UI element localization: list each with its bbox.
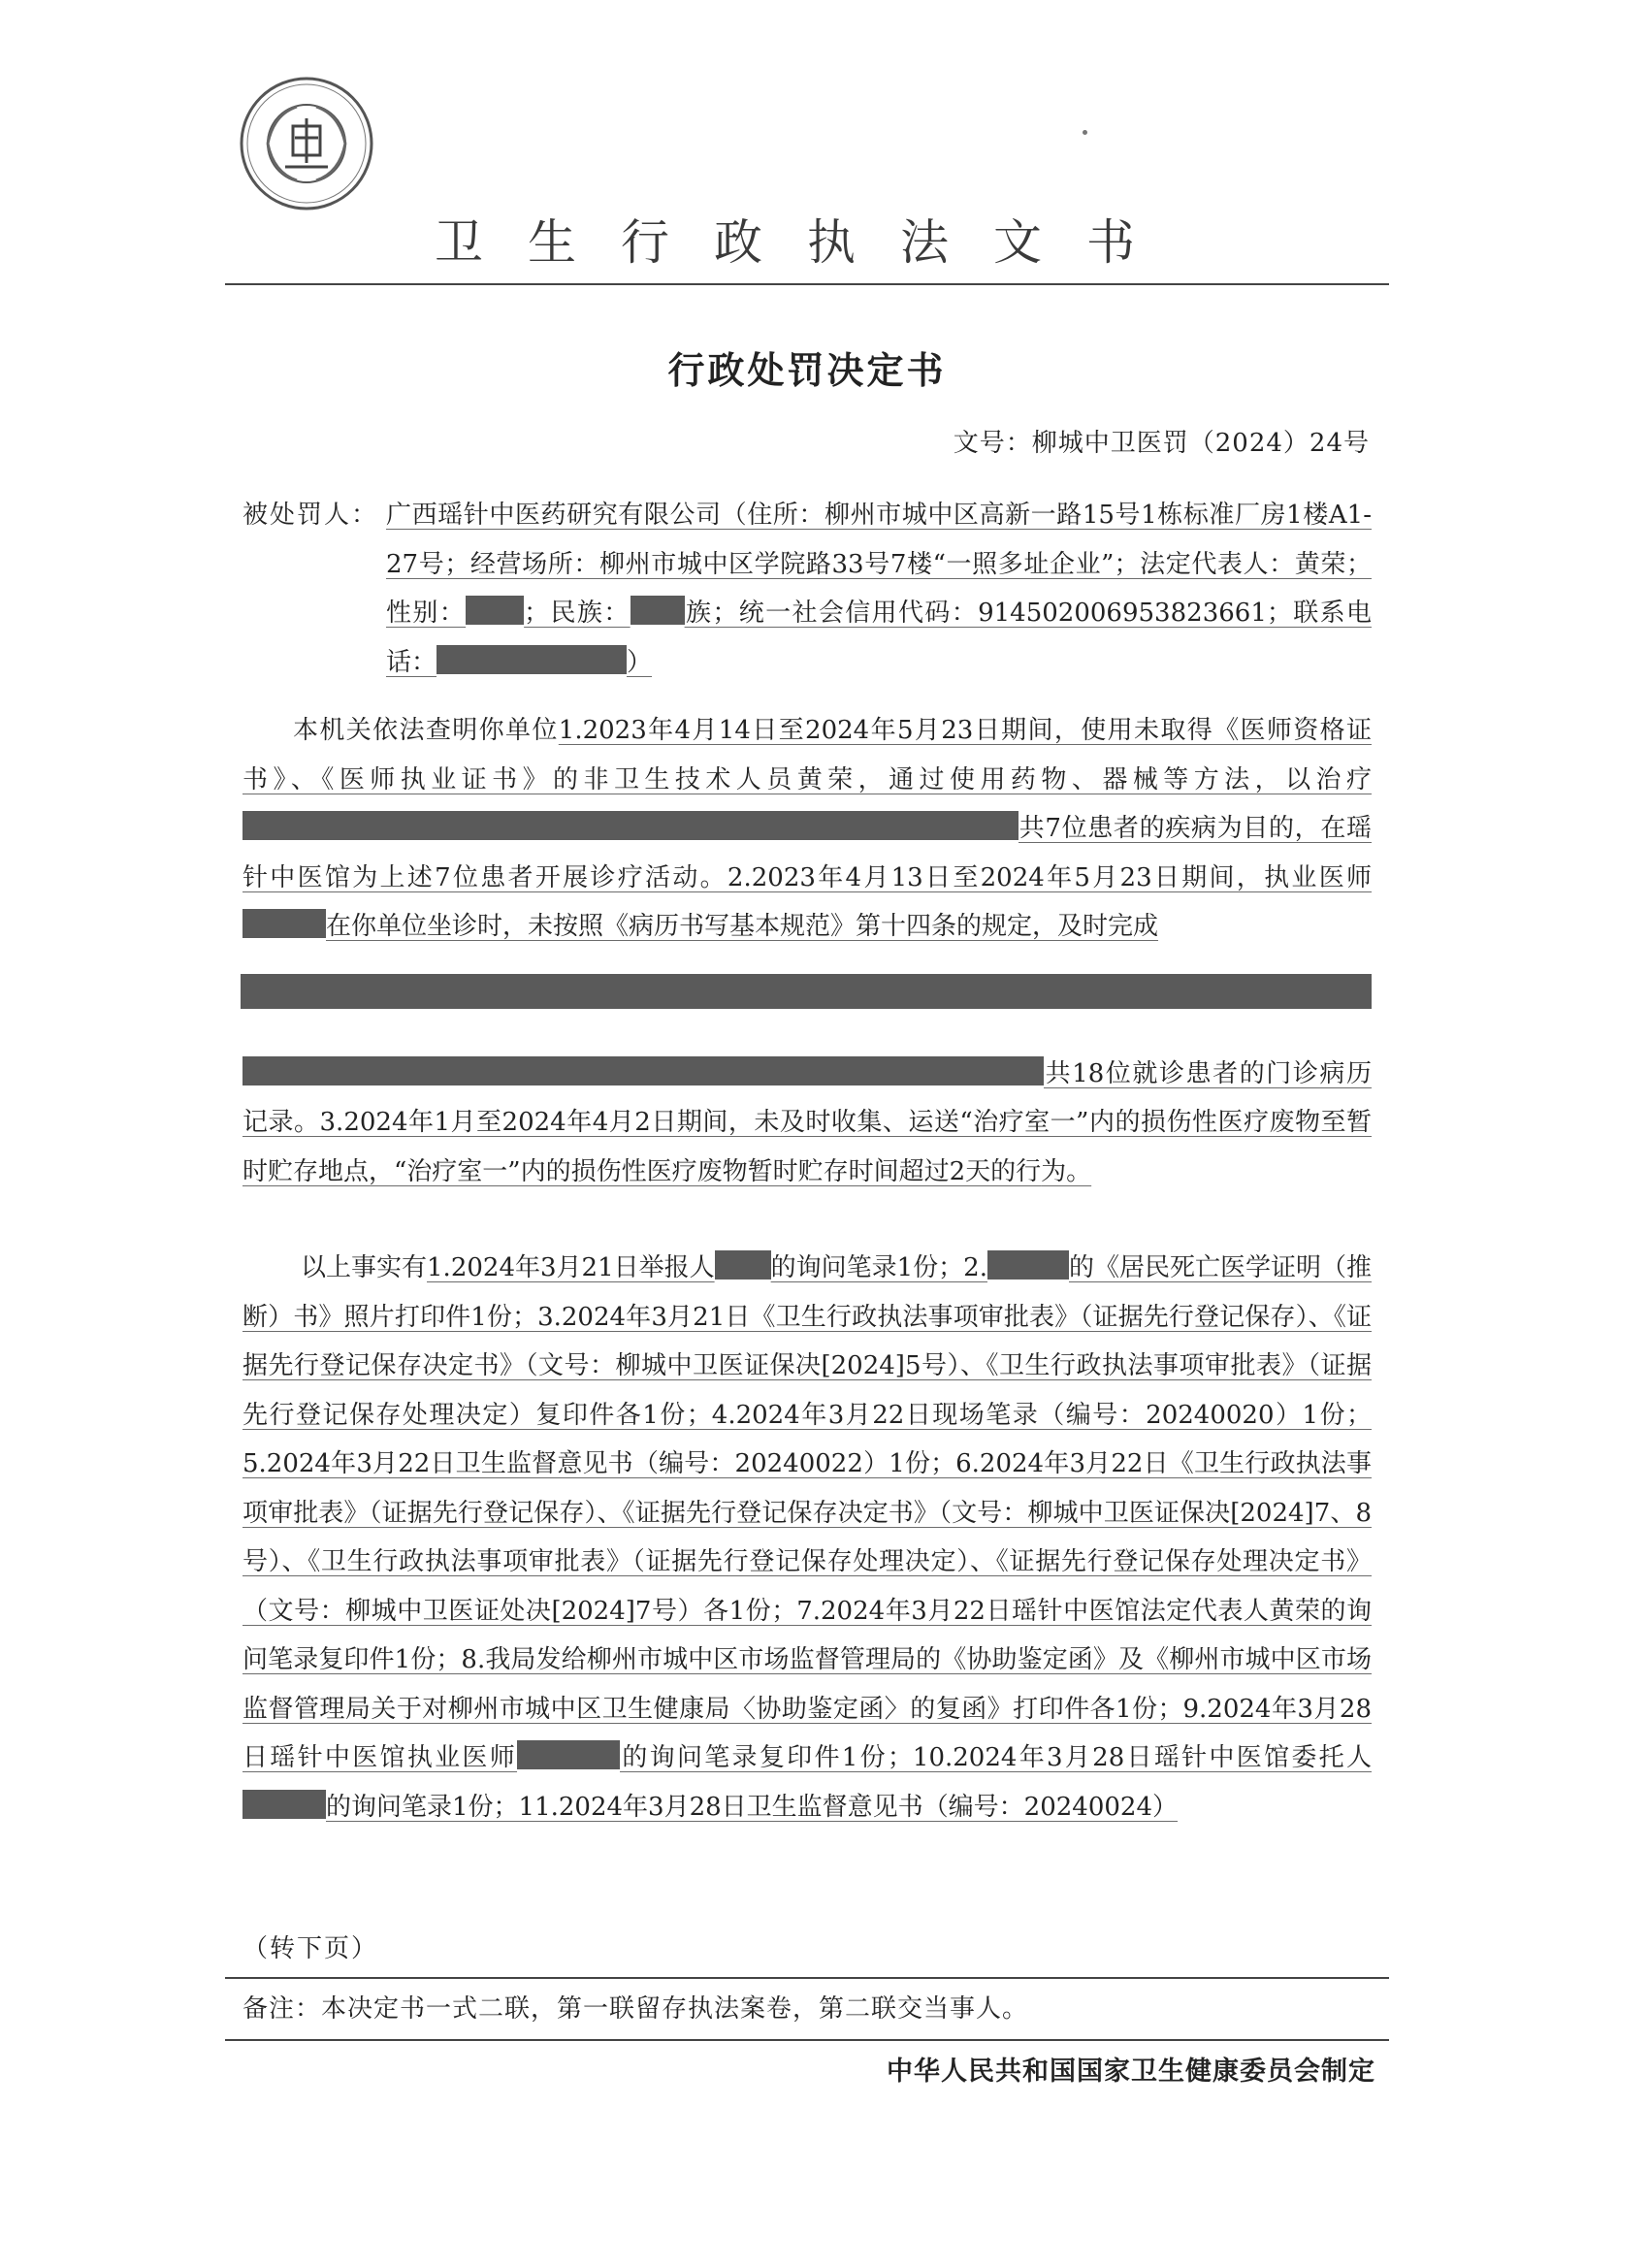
facts-text: 共7位患者的疾病为目的，在瑶针中医馆为上述7位患者开展诊疗活动。2.2023年4月13日至2024年5月23日期间，执业医师 bbox=[242, 814, 1373, 892]
document-title: 行政处罚决定书 bbox=[667, 349, 947, 392]
party-line: 广西瑶针中医药研究有限公司（住所：柳州市城中区高新一路15号1栋标准厂房1楼A1-27号；经营场所：柳州市城中区学院路33号7楼“一照多址企业”；法定代表人：黄荣；性别： bbox=[386, 501, 1372, 628]
document-number: 文号：柳城中卫医罚（2024）24号 bbox=[953, 429, 1370, 458]
redaction-box bbox=[242, 1790, 326, 1819]
redaction-box bbox=[987, 1250, 1069, 1280]
remarks: 备注：本决定书一式二联，第一联留存执法案卷，第二联交当事人。 bbox=[242, 1994, 1029, 2024]
continued-note: （转下页） bbox=[242, 1934, 379, 1963]
redaction-box bbox=[466, 596, 524, 625]
page-header: 卫生行政执法文书 bbox=[435, 214, 1180, 271]
inspection-seal bbox=[239, 76, 374, 211]
party-sep: ；民族： bbox=[524, 599, 630, 628]
evidence-paragraph bbox=[242, 1244, 1372, 1831]
facts-paragraph bbox=[242, 706, 1372, 1196]
facts-text: 在你单位坐诊时，未按照《病历书写基本规范》第十四条的规定，及时完成 bbox=[326, 912, 1159, 941]
redaction-box bbox=[242, 811, 1018, 840]
redaction-box bbox=[436, 645, 627, 674]
redaction-box bbox=[241, 974, 1372, 1009]
redaction-box bbox=[715, 1250, 771, 1280]
footer-divider bbox=[225, 1977, 1389, 1979]
party-sep: 族；统一社会信用代码：91450200695382366​1；联系电话： bbox=[386, 599, 1372, 677]
party-end: ） bbox=[627, 647, 653, 677]
facts-text: 共18位就诊患者的门诊病历记录。3.2024年1月至2024年4月2日期间，未及时收集、运送“治疗室一”内的损伤性医疗废物至暂时贮存地点，“治疗室一”内的损伤性医疗废物暂时贮存时间超过2天的行 bbox=[242, 1058, 1372, 1186]
evidence-text: 1.2024年3月21日举报人 bbox=[427, 1253, 715, 1282]
evidence-text: 的《居民死亡医学证明（推断）书》照片打印件1份；3.2024年3月21日《卫生行政执法事项审批表》（证据先行登记保存）、《证据先行登记保存决定书》（文号：柳城中卫医证保决[2024]5号）、《卫生行政执法事项审批表》（证据先行登记保存处理决定）复印件各1份；4.2024年3月22日现场笔录（编号：20240020）1份；5.2024年3月22日卫生监督意见书（编号：20240022）1份；6.2024年3月22日《卫生行政执法事项审批表》（证据先行登记保存）、《证据先行登记保存决定书》（文号：柳城中卫医证保决[2024]7、8号）、《卫生行政执法事项审批表》（证据先行登记保存处理决定）、《证据先行登记保存处理决定书》（文号：柳城中卫医证处决[2024]7号）各1份；7.2024年3月22日瑶针中医馆法定代表人黄荣的询问笔录复印件1份；8.我局发给柳州市城中区市场监督管理局的《协助鉴定函》及《柳州市城中区市场监督管理局关于对柳州市城中区卫生健康局〈协助鉴定函〉的复函》打印件各1份；9.2024年3月28日瑶针中医馆执业医师 bbox=[242, 1253, 1372, 1772]
redaction-box bbox=[242, 1056, 1044, 1085]
facts-text: 为。 bbox=[1041, 1156, 1092, 1186]
scan-speck bbox=[1083, 130, 1087, 135]
facts-text: 1.2023年4月14日至2024年5月23日期间，使用未取得《医师资格证书》、《医师执业证书》的非卫生技术人员黄荣，通过使用药物、器械等方法，以治疗 bbox=[242, 716, 1372, 794]
facts-intro: 本机关依法查明你单位 bbox=[293, 716, 559, 745]
evidence-text: 的询问笔录1份；2. bbox=[770, 1253, 987, 1282]
issuing-authority: 中华人民共和国国家卫生健康委员会制定 bbox=[887, 2057, 1375, 2087]
evidence-intro: 以上事实有 bbox=[301, 1253, 428, 1282]
redaction-box bbox=[630, 596, 685, 625]
redaction-box bbox=[242, 909, 326, 938]
evidence-text: 的询问笔录1份；11.2024年3月28日卫生监督意见书（编号：20240024） bbox=[326, 1792, 1179, 1822]
footer-divider bbox=[225, 2039, 1389, 2041]
evidence-text: 的询问笔录复印件1份；10.2024年3月28日瑶针中医馆委托人 bbox=[620, 1743, 1372, 1772]
party-details bbox=[386, 491, 1372, 687]
header-divider bbox=[225, 283, 1389, 285]
redaction-box bbox=[517, 1740, 620, 1769]
party-label: 被处罚人： bbox=[242, 501, 379, 530]
